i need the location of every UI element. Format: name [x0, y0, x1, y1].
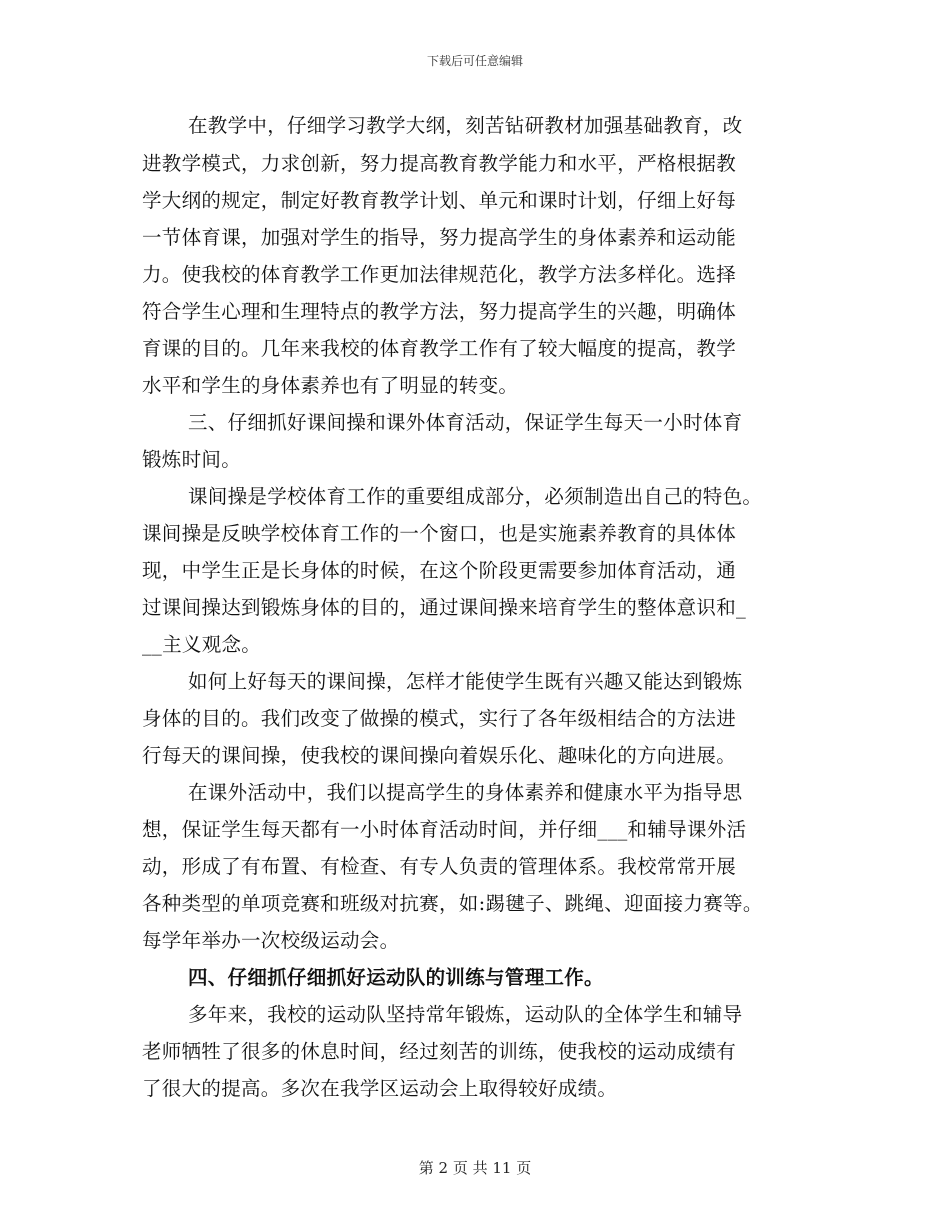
text-line: 多年来，我校的运动队坚持常年锻炼，运动队的全体学生和辅导: [188, 1003, 743, 1026]
text-line: 进教学模式，力求创新，努力提高教育教学能力和水平，严格根据教: [142, 152, 737, 175]
text-line: 水平和学生的身体素养也有了明显的转变。: [142, 374, 519, 397]
text-line: 课间操是反映学校体育工作的一个窗口，也是实施素养教育的具体体: [142, 522, 737, 545]
text-line: 每学年举办一次校级运动会。: [142, 929, 400, 952]
text-line: 力。使我校的体育教学工作更加法律规范化，教学方法多样化。选择: [142, 263, 737, 286]
text-line: 各种类型的单项竞赛和班级对抗赛，如:踢毽子、跳绳、迎面接力赛等。: [142, 892, 763, 915]
section-heading-3: 三、仔细抓好课间操和课外体育活动，保证学生每天一小时体育: [188, 411, 743, 434]
text-line: 现，中学生正是长身体的时候，在这个阶段更需要参加体育活动，通: [142, 559, 737, 582]
text-line: 身体的目的。我们改变了做操的模式，实行了各年级相结合的方法进: [142, 707, 737, 730]
page-number: 第 2 页 共 11 页: [418, 1159, 532, 1177]
text-line: 锻炼时间。: [142, 448, 242, 471]
header-note: 下载后可任意编辑: [426, 54, 523, 68]
section-heading-4: 四、仔细抓仔细抓好运动队的训练与管理工作。: [188, 966, 604, 989]
text-line: 过课间操达到锻炼身体的目的，通过课间操来培育学生的整体意识和_: [142, 596, 747, 619]
text-line: 课间操是学校体育工作的重要组成部分，必须制造出自己的特色。: [188, 485, 763, 508]
text-line: 符合学生心理和生理特点的教学方法，努力提高学生的兴趣，明确体: [142, 300, 737, 323]
text-line: 老师牺牲了很多的休息时间，经过刻苦的训练，使我校的运动成绩有: [142, 1040, 737, 1063]
text-line: 学大纲的规定，制定好教育教学计划、单元和课时计划，仔细上好每: [142, 189, 737, 212]
text-line: 了很大的提高。多次在我学区运动会上取得较好成绩。: [142, 1077, 618, 1100]
text-line: 行每天的课间操，使我校的课间操向着娱乐化、趣味化的方向进展。: [142, 744, 737, 767]
text-line: 在教学中，仔细学习教学大纲，刻苦钻研教材加强基础教育，改: [188, 114, 743, 137]
text-line: 在课外活动中，我们以提高学生的身体素养和健康水平为指导思: [188, 781, 743, 804]
text-line: 想，保证学生每天都有一小时体育活动时间，并仔细___和辅导课外活: [142, 818, 747, 841]
text-line: 一节体育课，加强对学生的指导，努力提高学生的身体素养和运动能: [142, 226, 737, 249]
text-line: 育课的目的。几年来我校的体育教学工作有了较大幅度的提高，教学: [142, 337, 737, 360]
text-line: __主义观念。: [142, 633, 262, 656]
text-line: 动，形成了有布置、有检查、有专人负责的管理体系。我校常常开展: [142, 855, 737, 878]
text-line: 如何上好每天的课间操，怎样才能使学生既有兴趣又能达到锻炼: [188, 670, 743, 693]
